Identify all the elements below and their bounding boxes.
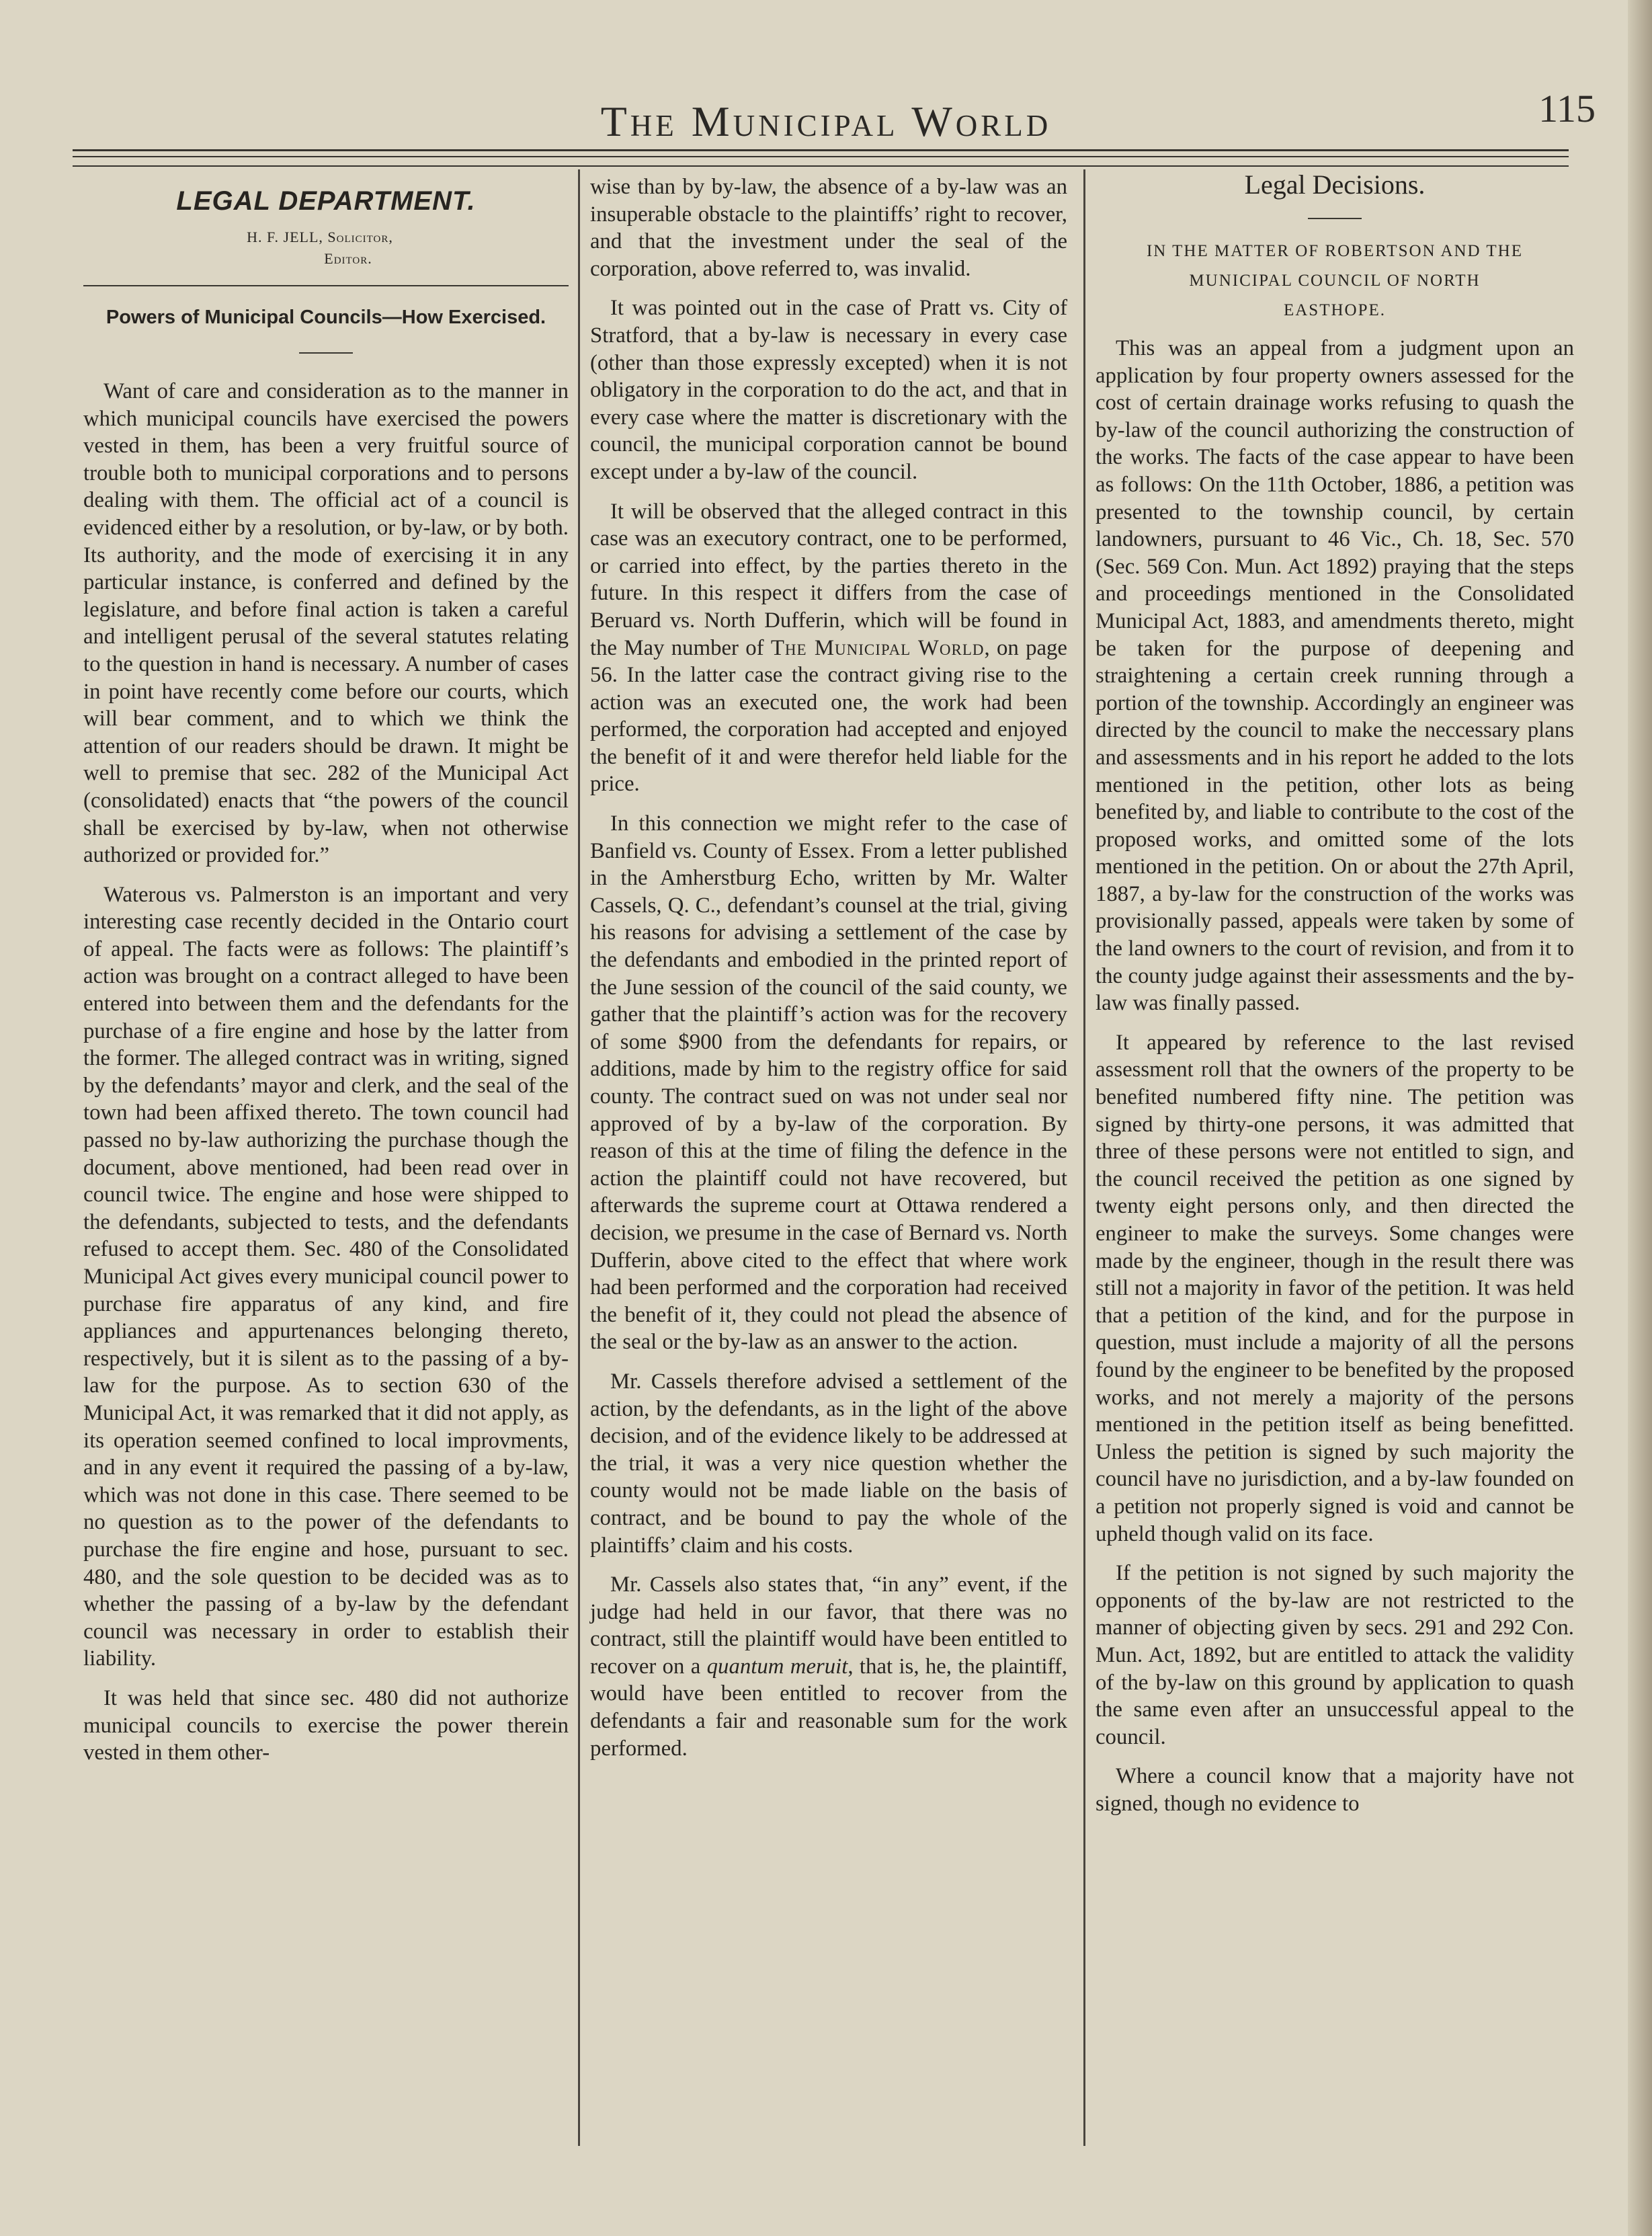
editor-role: Editor. bbox=[324, 250, 372, 267]
journal-name: The Municipal World bbox=[770, 635, 985, 660]
article-heading: Powers of Municipal Councils—How Exercised. bbox=[106, 307, 546, 328]
column-3 bbox=[1096, 168, 1574, 1829]
article-paragraph: Mr. Cassels also states that, “in any” event, if the judge had held in our favor, that there was no contract, still the plaintiff would have been entitled to recover on a quantum meruit, that is, he, the plaintiff, would have been entitled to recover from the defendants a fair and reasonable sum for the work performed. bbox=[590, 1572, 1067, 1761]
header-rule-bottom bbox=[73, 165, 1569, 167]
article-paragraph: Want of care and consideration as to the manner in which municipal councils have exercised the powers vested in them, has been a very fruitful source of trouble both to municipal corporations and to persons dealing with them. The official act of a council is evidenced either by a resolution, or by-law, or by both. Its authority, and the mode of exercising it in any particular instance, is conferred and defined by the legislature, and before final action is taken a careful and intelligent perusal of the several statutes relating to the question in hand is necessary. A number of cases in point have recently come before our courts, which will bear comment, and to which we think the attention of our readers should be drawn. It might be well to premise that sec. 282 of the Municipal Act (consolidated) enacts that “the powers of the council shall be exercised by by-law, when not otherwise authorized or provided for.” bbox=[83, 379, 569, 868]
header-rule-top bbox=[73, 149, 1569, 151]
page-number: 115 bbox=[1538, 87, 1596, 130]
section-title: Legal Decisions. bbox=[1244, 169, 1426, 200]
article-paragraph: Waterous vs. Palmerston is an important and very interesting case recently decided in the Ontario court of appeal. The facts were as follows: The plaintiff’s action was brought on a contract alleged to have been entered into between them and the defendants for the purchase of a fire engine and hose by the latter from the former. The alleged contract was in writing, signed by the defendants’ mayor and clerk, and the seal of the town had been affixed thereto. The town council had passed no by-law authorizing the purchase though the document, above mentioned, had been read over in council twice. The engine and hose were shipped to the defendants, subjected to tests, and the defendants refused to accept them. Sec. 480 of the Consolidated Municipal Act gives every municipal council power to purchase fire apparatus of any kind, and fire appliances and appurtenances belonging thereto, respectively, but it is silent as to the passing of a by-law for the purpose. As to section 630 of the Municipal Act, it was remarked that it did not apply, as its operation seemed confined to local improvments, and in any event it required the passing of a by-law, which was not done in this case. There seemed to be no question as to the power of the defendants to purchase the fire engine and hose, pursuant to sec. 480, and the sole question to be decided was as to whether the passing of a by-law by the defendant council was necessary in order to establish their liability. bbox=[83, 882, 569, 1671]
article-paragraph: It was pointed out in the case of Pratt vs. City of Stratford, that a by-law is necessary in every case (other than those expressly excepted) when it is not obligatory in the corporation to do the act, and that in every case where the matter is discretionary with the council, the municipal corporation cannot be bound except under a by-law of the council. bbox=[590, 296, 1067, 484]
article-paragraph: It appeared by reference to the last revised assessment roll that the owners of the property to be benefited numbered fifty nine. The petition was signed by thirty-one persons, it was admitted that three of these persons were not entitled to sign, and the council received the petition as one signed by twenty eight persons only, and then directed the engineer to make the surveys. Some changes were made by the engineer, though in the result there was still not a majority in favor of the petition. It was held that a petition of the kind, and for the purpose in question, must include a majority of all the persons found by the engineer to be benefited by the proposed works, and not merely a majority of the persons mentioned in the petition itself as being benefitted. Unless the petition is signed by such majority the council have no jurisdiction, and a by-law founded on a petition not properly signed is void and cannot be upheld though valid on its face. bbox=[1096, 1030, 1574, 1546]
article-paragraph: wise than by by-law, the absence of a by-law was an insuperable obstacle to the plaintiffs’ right to recover, and that the investment under the seal of the corporation, above referred to, was invalid. bbox=[590, 175, 1067, 281]
article-paragraph: It was held that since sec. 480 did not authorize municipal councils to exercise the power therein vested in them other- bbox=[83, 1685, 569, 1765]
editor-name: H. F. JELL, Solicitor, bbox=[247, 229, 393, 245]
column-separator-1 bbox=[578, 169, 580, 2146]
article-paragraph: Mr. Cassels therefore advised a settlement of the action, by the defendants, as in the light of the above decision, and of the evidence likely to be addressed at the trial, it was a very nice question whether the county would not be made liable on the basis of contract, and be bound to pay the whole of the plaintiffs’ claim and his costs. bbox=[590, 1369, 1067, 1558]
department-divider bbox=[83, 285, 569, 286]
department-title: LEGAL DEPARTMENT. bbox=[176, 186, 476, 216]
article-paragraph: It will be observed that the alleged contract in this case was an executory contract, one to be performed, or carried into effect, by the parties thereto in the future. In this respect it differs from the case of Beruard vs. North Dufferin, which will be found in the May number of The Municipal World, on page 56. In the latter case the contract giving rise to the action was an executed one, the work had been performed, the corporation had accepted and enjoyed the benefit of it and were therefor held liable for the price. bbox=[590, 499, 1067, 797]
section-divider bbox=[1308, 218, 1362, 219]
article-paragraph: In this connection we might refer to the case of Banfield vs. County of Essex. From a letter published in the Amherstburg Echo, written by Mr. Walter Cassels, Q. C., defendant’s counsel at the trial, giving his reasons for advising a settlement of the case by the defendants and embodied in the printed report of the June session of the council of the said county, we gather that the plaintiff’s action was for the recovery of some $900 from the defendants for repairs, or additions, made by him to the registry office for said county. The contract sued on was not under seal nor approved of by a by-law of the corporation. By reason of this at the time of filing the defence in the action the plaintiff could not have recovered, but afterwards the supreme court at Ottawa rendered a decision, we presume in the case of Bernard vs. North Dufferin, above cited to the effect that where work had been performed and the corporation had received the benefit of it, they could not plead the absence of the seal or the by-law as an answer to the action. bbox=[590, 811, 1067, 1355]
case-title: IN THE MATTER OF ROBERTSON AND THE MUNICIPAL COUNCIL OF NORTH EASTHOPE. bbox=[1146, 242, 1524, 319]
latin-term: quantum meruit bbox=[706, 1654, 848, 1679]
article-paragraph: Where a council know that a majority have not signed, though no evidence to bbox=[1096, 1764, 1574, 1816]
article-paragraph: This was an appeal from a judgment upon an application by four property owners assessed for the cost of certain drainage works refusing to quash the by-law of the council authorizing the construction of the works. The facts of the case appear to have been as follows: On the 11th October, 1886, a petition was presented to the township council, by certain landowners, pursuant to 46 Vic., Ch. 18, Sec. 570 (Sec. 569 Con. Mun. Act 1892) praying that the steps and proceedings mentioned in the Consolidated Municipal Act, 1883, and amendments thereto, might be taken for the purpose of deepening and straightening a certain creek running through a portion of the township. Accordingly an engineer was directed by the council to make the neccessary plans and assessments and in his report he added to the lots mentioned in the petition, other lots as being benefited by, and liable to contribute to the cost of the proposed works, and omitted some of the lots mentioned in the petition. On or about the 27th April, 1887, a by-law for the construction of the works was provisionally passed, appeals were taken by some of the land owners to the court of revision, and from it to the county judge against their assessments and the by-law was finally passed. bbox=[1096, 336, 1574, 1016]
article-paragraph: If the petition is not signed by such majority the opponents of the by-law are not restricted to the manner of objecting given by secs. 291 and 292 Con. Mun. Act, 1892, but are entitled to attack the validity of the by-law on this ground by application to quash the same even after an unsuccessful appeal to the council. bbox=[1096, 1561, 1574, 1749]
heading-divider bbox=[299, 352, 353, 354]
column-1 bbox=[83, 171, 569, 1779]
column-2 bbox=[590, 173, 1067, 1774]
column-separator-2 bbox=[1083, 169, 1085, 2146]
page-spine-shadow bbox=[1628, 0, 1652, 2236]
header-rule-middle bbox=[73, 156, 1569, 157]
masthead-title: The Municipal World bbox=[600, 97, 1052, 145]
